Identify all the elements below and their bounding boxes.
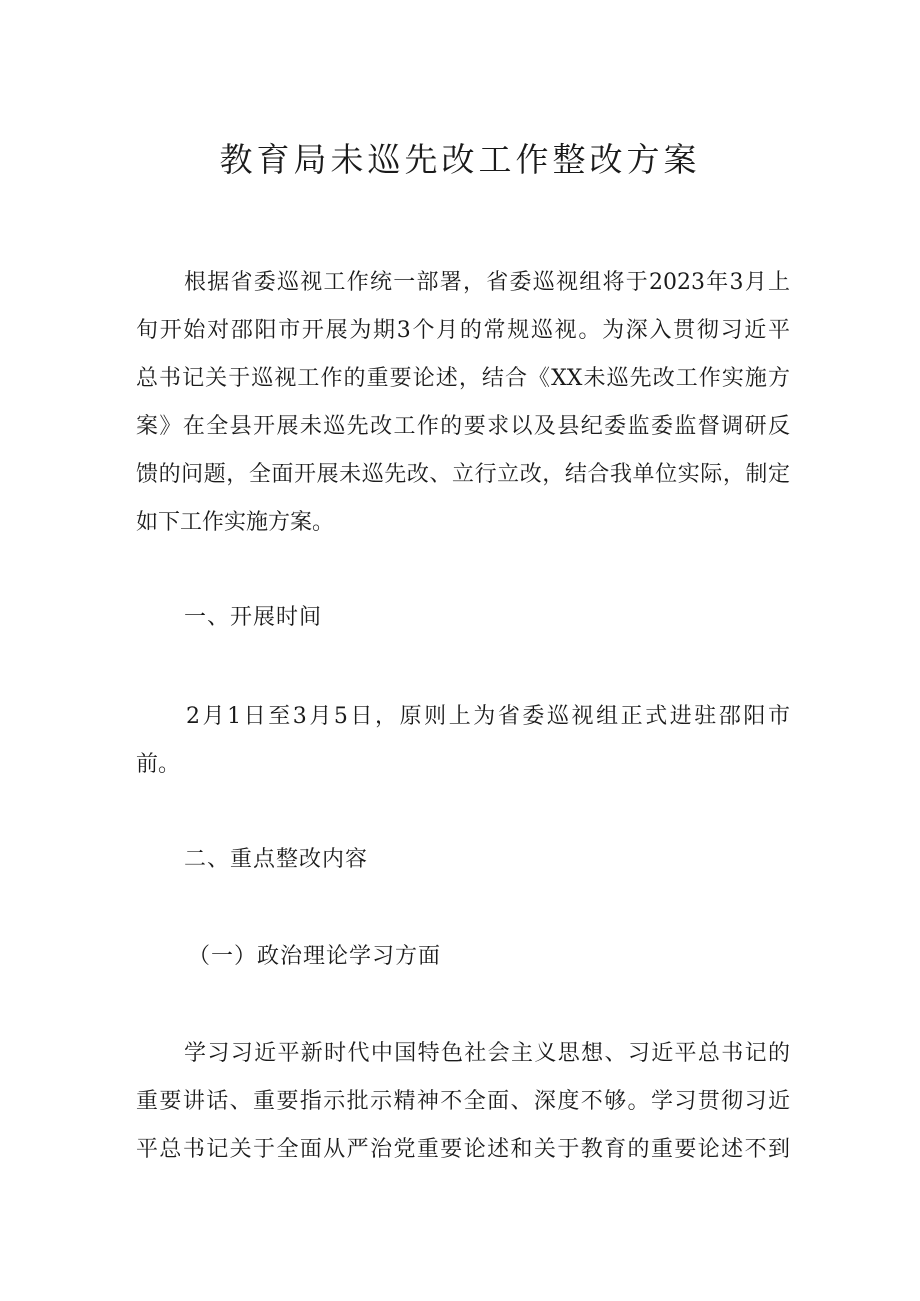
intro-line-6: 如下工作实施方案。 bbox=[136, 510, 335, 535]
intro-line-5: 馈的问题，全面开展未巡先改、立行立改，结合我单位实际，制定 bbox=[136, 462, 790, 487]
intro-line-3: 总书记关于巡视工作的重要论述，结合《XX未巡先改工作实施方 bbox=[136, 366, 790, 391]
schedule-line-1: 2月1日至3月5日，原则上为省委巡视组正式进驻邵阳市 bbox=[186, 704, 790, 729]
subsection-heading-political-theory: （一）政治理论学习方面 bbox=[188, 944, 442, 969]
political-theory-line-3: 平总书记关于全面从严治党重要论述和关于教育的重要论述不到 bbox=[136, 1137, 790, 1162]
section-heading-key-rectification: 二、重点整改内容 bbox=[184, 847, 369, 872]
section-heading-schedule: 一、开展时间 bbox=[184, 605, 323, 630]
intro-line-1: 根据省委巡视工作统一部署，省委巡视组将于2023年3月上 bbox=[184, 270, 790, 295]
intro-line-4: 案》在全县开展未巡先改工作的要求以及县纪委监委监督调研反 bbox=[136, 414, 790, 439]
political-theory-line-1: 学习习近平新时代中国特色社会主义思想、习近平总书记的 bbox=[184, 1041, 790, 1066]
schedule-line-2: 前。 bbox=[136, 752, 181, 777]
intro-line-2: 旬开始对邵阳市开展为期3个月的常规巡视。为深入贯彻习近平 bbox=[136, 318, 790, 343]
political-theory-line-2: 重要讲话、重要指示批示精神不全面、深度不够。学习贯彻习近 bbox=[136, 1089, 790, 1114]
document-title: 教育局未巡先改工作整改方案 bbox=[219, 140, 701, 179]
